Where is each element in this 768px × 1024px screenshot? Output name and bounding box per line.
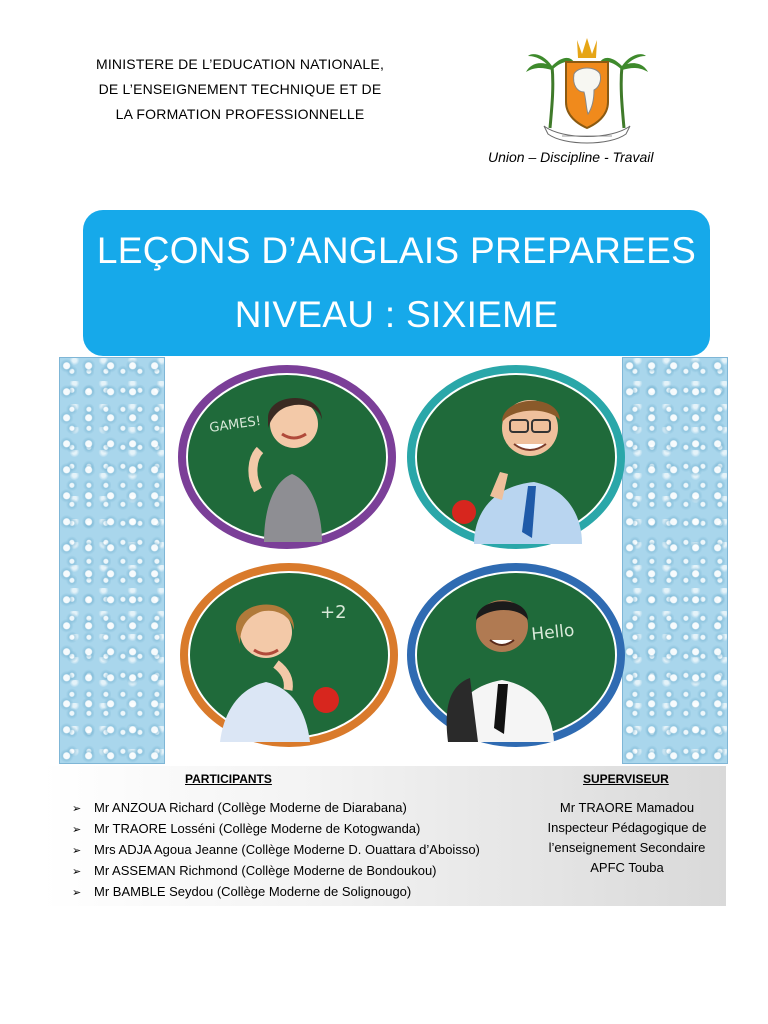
- chalkboard-text-games: GAMES!: [208, 413, 262, 436]
- arrow-bullet-icon: ➢: [72, 803, 82, 815]
- participants-list: [72, 798, 480, 903]
- participant-name: Mr ANZOUA Richard (Collège Moderne de Diarabana): [94, 800, 407, 815]
- list-item: [72, 798, 480, 819]
- ministry-line-3: LA FORMATION PROFESSIONNELLE: [115, 106, 365, 122]
- ministry-line-1: MINISTERE DE L’EDUCATION NATIONALE,: [95, 56, 385, 72]
- list-item: [72, 840, 480, 861]
- participant-name: Mr TRAORE Losséni (Collège Moderne de Kotogwanda): [94, 821, 421, 836]
- national-motto: Union – Discipline - Travail: [488, 149, 654, 165]
- chalkboard-text-hello: Hello: [530, 620, 576, 645]
- title-banner: [83, 210, 710, 356]
- ministry-header: [60, 52, 420, 127]
- list-item: [72, 861, 480, 882]
- title-line-2: NIVEAU : SIXIEME: [234, 294, 559, 335]
- arrow-bullet-icon: ➢: [72, 887, 82, 899]
- teacher-illustration-4: [404, 560, 634, 750]
- teacher-illustration-1: [172, 362, 402, 552]
- arrow-bullet-icon: ➢: [72, 845, 82, 857]
- participants-heading: PARTICIPANTS: [185, 772, 272, 786]
- teacher-illustration-3: [174, 560, 404, 750]
- supervisor-line-1: Mr TRAORE Mamadou: [559, 800, 695, 815]
- national-coat-of-arms-icon: [522, 36, 652, 148]
- arrow-bullet-icon: ➢: [72, 824, 82, 836]
- supervisor-line-2: Inspecteur Pédagogique de: [547, 820, 707, 835]
- ministry-line-2: DE L’ENSEIGNEMENT TECHNIQUE ET DE: [98, 81, 382, 97]
- list-item: [72, 819, 480, 840]
- teacher-illustration-2: [404, 362, 634, 552]
- left-water-drop-panel: [59, 357, 165, 764]
- participant-name: Mrs ADJA Agoua Jeanne (Collège Moderne D. Ouattara d’Aboisso): [94, 842, 480, 857]
- arrow-bullet-icon: ➢: [72, 866, 82, 878]
- title-line-1: LEÇONS D’ANGLAIS PREPAREES: [96, 230, 697, 271]
- participant-name: Mr ASSEMAN Richmond (Collège Moderne de Bondoukou): [94, 863, 437, 878]
- list-item: [72, 882, 480, 903]
- right-water-drop-panel: [622, 357, 728, 764]
- supervisor-line-3: l’enseignement Secondaire: [548, 840, 706, 855]
- participant-name: Mr BAMBLE Seydou (Collège Moderne de Solignougo): [94, 884, 412, 899]
- chalkboard-text-math: +2: [320, 602, 347, 623]
- supervisor-heading: SUPERVISEUR: [583, 772, 669, 786]
- supervisor-block: [532, 798, 722, 878]
- supervisor-line-4: APFC Touba: [590, 860, 664, 875]
- credits-panel: [42, 766, 726, 906]
